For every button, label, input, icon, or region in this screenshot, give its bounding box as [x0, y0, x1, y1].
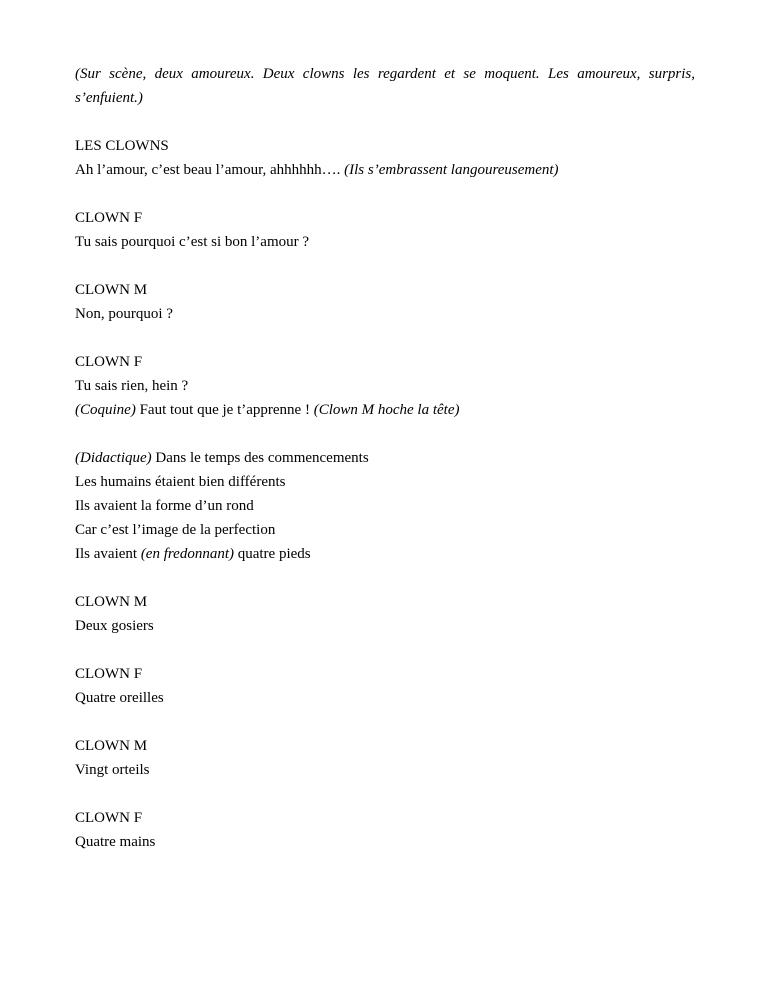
- verse-line: [75, 542, 695, 566]
- verse-line: [75, 446, 695, 470]
- speaker-name: CLOWN F: [75, 666, 143, 682]
- stage-direction: (Coquine): [75, 402, 136, 418]
- dialogue-line: Vingt orteils: [75, 762, 150, 778]
- speaker-name: CLOWN F: [75, 210, 143, 226]
- dialogue-text: Ah l’amour, c’est beau l’amour, ahhhhhh….: [75, 162, 345, 178]
- verse-line: Ils avaient la forme d’un rond: [75, 498, 254, 514]
- stage-direction-line: s’enfuient.): [75, 90, 143, 106]
- verse-block: [75, 446, 695, 566]
- dialogue-line: [75, 398, 695, 422]
- verse-text: Dans le temps des commencements: [151, 450, 369, 466]
- dialogue-line: Tu sais rien, hein ?: [75, 378, 189, 394]
- dialogue-line: [75, 158, 695, 182]
- speaker-name: CLOWN M: [75, 738, 148, 754]
- stage-direction: (en fredonnant): [140, 546, 234, 562]
- stage-direction: (Didactique): [75, 450, 152, 466]
- speaker-name: CLOWN M: [75, 282, 148, 298]
- speaker-name: CLOWN F: [75, 354, 143, 370]
- script-page: [75, 62, 695, 854]
- speaker-name: LES CLOWNS: [75, 138, 169, 154]
- dialogue-line: Quatre mains: [75, 834, 156, 850]
- dialogue-line: Deux gosiers: [75, 618, 154, 634]
- dialogue-text: Faut tout que je t’apprenne !: [135, 402, 314, 418]
- dialogue-line: Quatre oreilles: [75, 690, 164, 706]
- dialogue-line: Non, pourquoi ?: [75, 306, 173, 322]
- verse-text: quatre pieds: [233, 546, 311, 562]
- verse-text: Ils avaient: [75, 546, 141, 562]
- stage-direction: (Ils s’embrassent langoureusement): [344, 162, 559, 178]
- dialogue-line: Tu sais pourquoi c’est si bon l’amour ?: [75, 234, 310, 250]
- speaker-name: CLOWN M: [75, 594, 148, 610]
- stage-direction: (Clown M hoche la tête): [313, 402, 460, 418]
- opening-stage-direction: [75, 62, 695, 110]
- speaker-name: CLOWN F: [75, 810, 143, 826]
- verse-line: Car c’est l’image de la perfection: [75, 522, 276, 538]
- verse-line: Les humains étaient bien différents: [75, 474, 286, 490]
- stage-direction-line: (Sur scène, deux amoureux. Deux clowns les regardent et se moquent. Les amoureux, surpris,: [75, 66, 695, 82]
